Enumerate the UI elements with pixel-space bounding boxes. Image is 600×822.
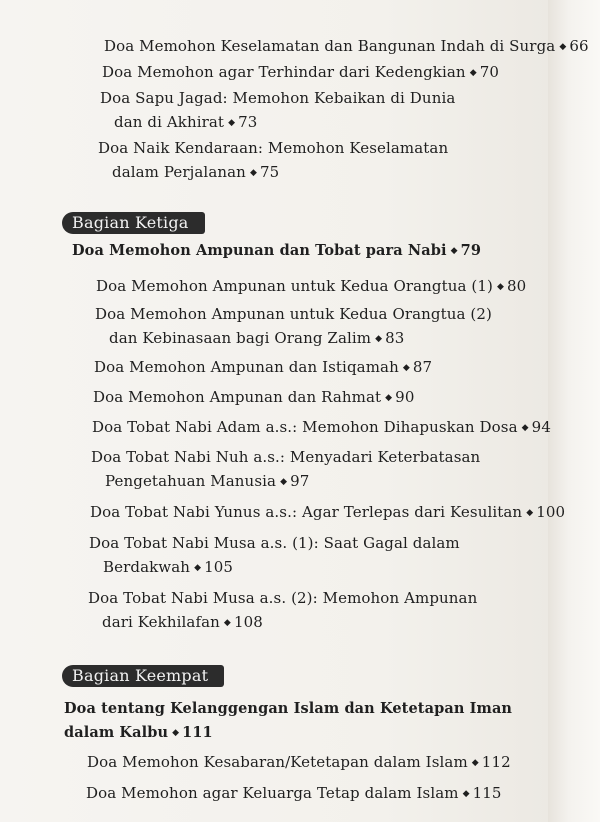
- toc-entry: [93, 385, 414, 410]
- toc-entry: [102, 60, 499, 85]
- separator-diamond: ◆: [172, 728, 180, 738]
- section-heading-title-cont: dalam Kalbu: [64, 724, 169, 741]
- toc-entry: [95, 302, 492, 351]
- separator-diamond: ◆: [402, 363, 410, 373]
- separator-diamond: ◆: [249, 168, 257, 178]
- toc-entry-title: Doa Tobat Nabi Musa a.s. (1): Saat Gagal dalam: [89, 534, 460, 552]
- toc-entry-page: 108: [233, 613, 263, 631]
- toc-entry: [94, 355, 432, 380]
- separator-diamond: ◆: [194, 563, 202, 573]
- section-heading: [64, 697, 512, 745]
- toc-entry-page: 105: [204, 558, 234, 576]
- separator-diamond: ◆: [471, 758, 479, 768]
- separator-diamond: ◆: [496, 282, 505, 292]
- separator-diamond: ◆: [469, 68, 477, 78]
- toc-entry-title-cont: Berdakwah: [103, 558, 191, 576]
- toc-entry: [92, 415, 551, 440]
- section-heading-title: Doa Memohon Ampunan dan Tobat para Nabi: [72, 242, 447, 259]
- toc-entry-page: 70: [479, 63, 500, 81]
- toc-entry-title: Doa Memohon agar Terhindar dari Kedengkian: [102, 63, 466, 81]
- separator-diamond: ◆: [526, 508, 534, 518]
- toc-entry-page: 87: [412, 358, 433, 376]
- toc-entry-title: Doa Memohon Keselamatan dan Bangunan Indah di Surga: [104, 37, 556, 55]
- section-heading-title: Doa tentang Kelanggengan Islam dan Ketetapan Iman: [64, 700, 513, 717]
- toc-entry: [88, 586, 477, 635]
- toc-entry-title: Doa Tobat Nabi Nuh a.s.: Menyadari Keterbatasan: [91, 448, 481, 466]
- toc-entry: [91, 445, 480, 494]
- toc-entry-title: Doa Memohon Ampunan dan Istiqamah: [94, 358, 399, 376]
- toc-entry-title: Doa Memohon Ampunan untuk Kedua Orangtua (2): [95, 305, 492, 323]
- toc-entry-page: 90: [395, 388, 415, 406]
- toc-entry-title-cont: dalam Perjalanan: [112, 163, 246, 181]
- toc-entry-page: 97: [290, 472, 310, 490]
- toc-entry-title-cont: Pengetahuan Manusia: [105, 472, 277, 490]
- toc-entry: [98, 136, 448, 185]
- toc-entry-title: Doa Tobat Nabi Musa a.s. (2): Memohon Ampunan: [88, 589, 478, 607]
- page-edge: [548, 0, 600, 822]
- toc-entry: [100, 86, 455, 135]
- toc-entry-page: 112: [481, 753, 511, 771]
- separator-diamond: ◆: [228, 118, 236, 128]
- toc-entry-title: Doa Tobat Nabi Yunus a.s.: Agar Terlepas dari Kesulitan: [90, 503, 523, 521]
- separator-diamond: ◆: [462, 789, 470, 799]
- toc-entry-page: 94: [531, 418, 551, 436]
- toc-entry: [86, 781, 502, 806]
- toc-entry-title: Doa Memohon Ampunan untuk Kedua Orangtua (1): [96, 277, 493, 295]
- toc-entry-title: Doa Memohon Kesabaran/Ketetapan dalam Islam: [87, 753, 468, 771]
- toc-entry-page: 80: [507, 277, 527, 295]
- separator-diamond: ◆: [521, 423, 529, 433]
- toc-entry-title: Doa Memohon Ampunan dan Rahmat: [93, 388, 382, 406]
- toc-entry-page: 75: [259, 163, 280, 181]
- section-heading: [72, 239, 481, 263]
- separator-diamond: ◆: [450, 246, 458, 256]
- toc-entry-page: 115: [472, 784, 502, 802]
- separator-diamond: ◆: [559, 42, 567, 52]
- toc-entry: [90, 500, 565, 525]
- toc-entry-title-cont: dan di Akhirat: [114, 113, 225, 131]
- separator-diamond: ◆: [385, 393, 393, 403]
- toc-entry: [96, 274, 526, 299]
- section-heading-page: 111: [182, 724, 213, 741]
- section-badge-part3: Bagian Ketiga: [62, 212, 205, 234]
- separator-diamond: ◆: [223, 618, 231, 628]
- toc-entry-page: 100: [536, 503, 566, 521]
- toc-entry-title-cont: dan Kebinasaan bagi Orang Zalim: [109, 329, 372, 347]
- separator-diamond: ◆: [280, 477, 288, 487]
- separator-diamond: ◆: [375, 334, 383, 344]
- toc-entry-title: Doa Sapu Jagad: Memohon Kebaikan di Dunia: [100, 89, 456, 107]
- toc-entry-title-cont: dari Kekhilafan: [102, 613, 220, 631]
- toc-entry-page: 83: [385, 329, 405, 347]
- section-heading-page: 79: [460, 242, 482, 259]
- toc-entry-page: 66: [569, 37, 589, 55]
- toc-entry-title: Doa Naik Kendaraan: Memohon Keselamatan: [98, 139, 449, 157]
- toc-entry-title: Doa Memohon agar Keluarga Tetap dalam Islam: [86, 784, 459, 802]
- toc-entry: [104, 34, 589, 59]
- toc-entry-title: Doa Tobat Nabi Adam a.s.: Memohon Dihapuskan Dosa: [92, 418, 518, 436]
- toc-entry: [87, 750, 511, 775]
- toc-entry-page: 73: [238, 113, 258, 131]
- section-badge-part4: Bagian Keempat: [62, 665, 224, 687]
- toc-entry: [89, 531, 460, 580]
